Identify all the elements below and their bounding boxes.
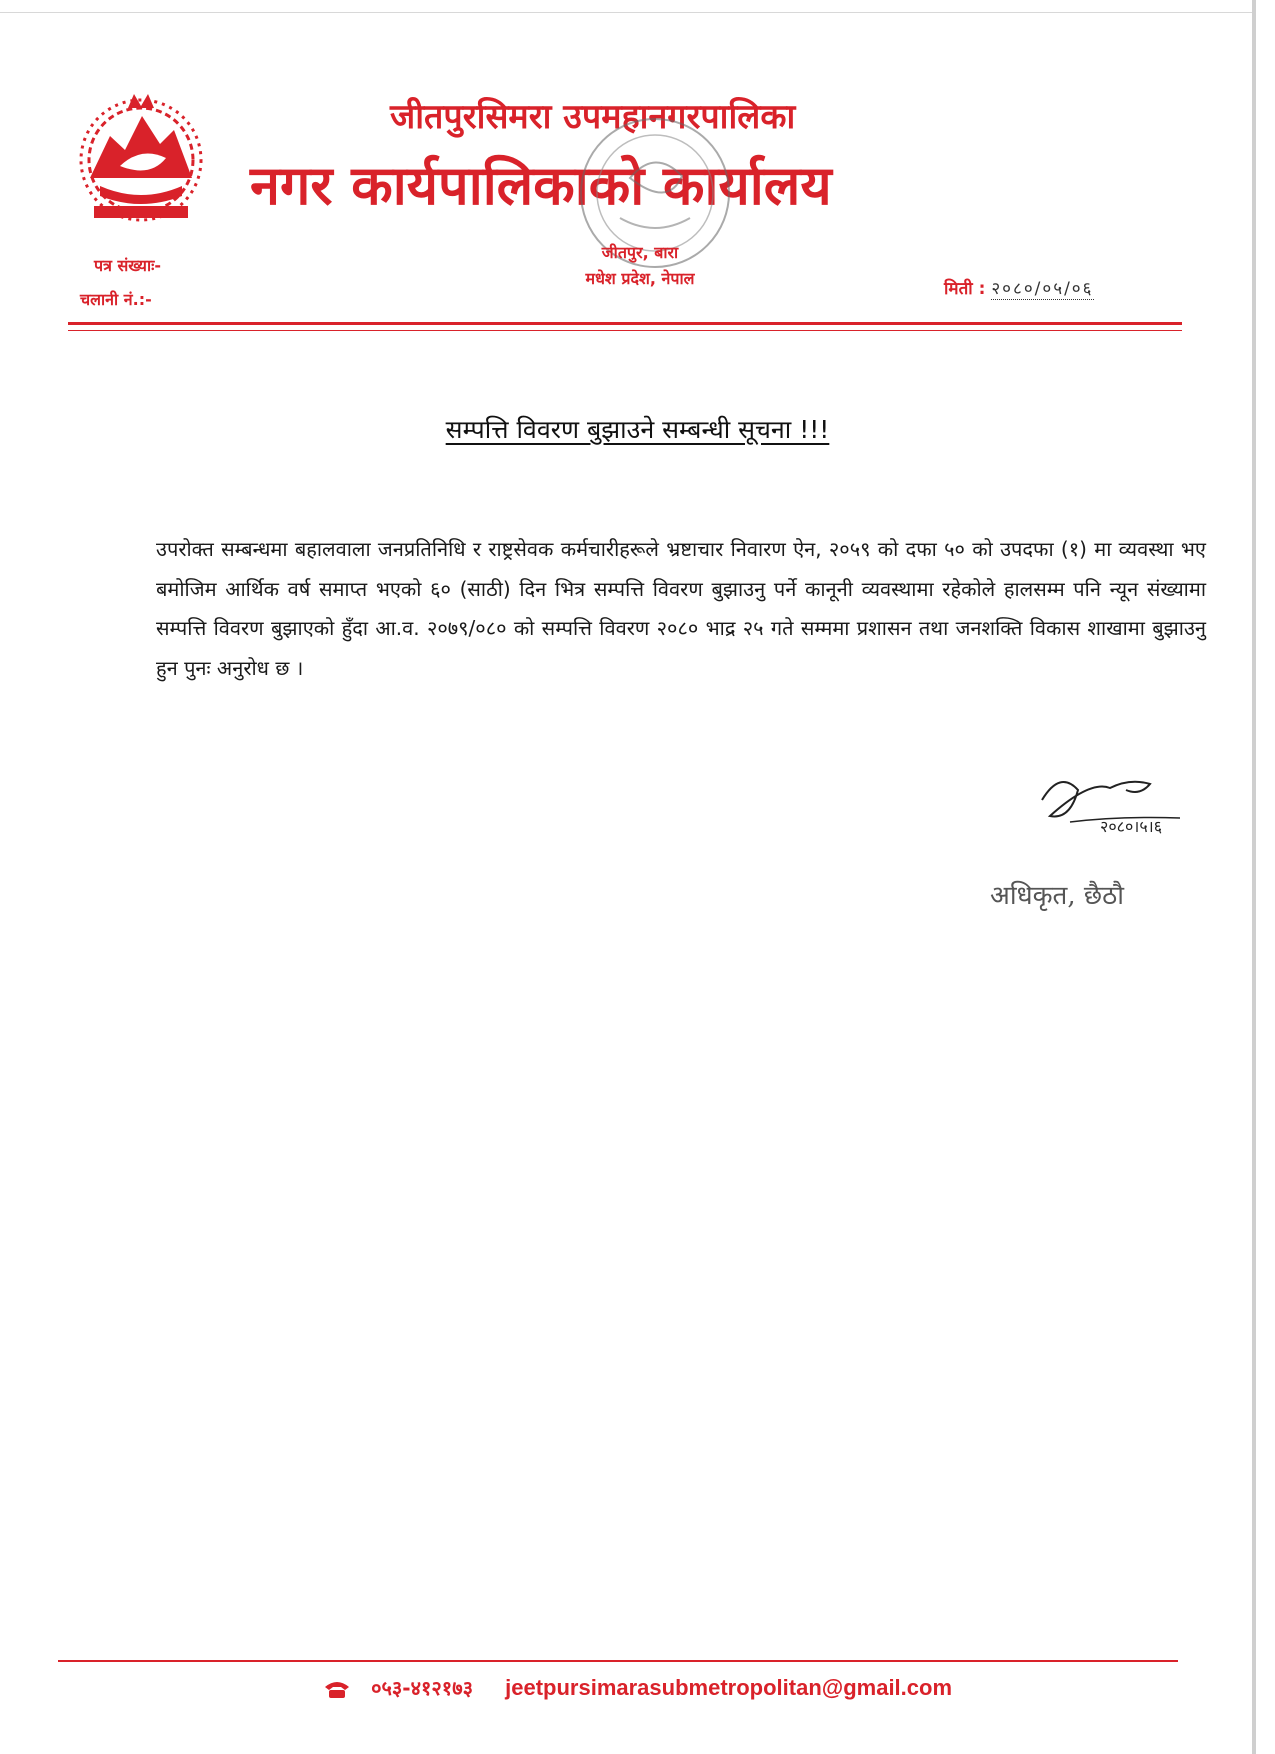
date-label: मिती : xyxy=(944,279,986,299)
footer-email[interactable]: jeetpursimarasubmetropolitan@gmail.com xyxy=(505,1675,953,1700)
notice-title xyxy=(0,412,1275,446)
office-address xyxy=(500,240,780,292)
signature-date: २०८०।५।६ xyxy=(1100,817,1163,836)
nepal-emblem-icon xyxy=(70,86,212,228)
footer xyxy=(0,1674,1275,1701)
dispatch-number-label: चलानी नं.:- xyxy=(80,290,152,309)
address-line-2: मधेश प्रदेश, नेपाल xyxy=(585,269,695,288)
footer-rule xyxy=(58,1660,1178,1662)
signatory-title: अधिकृत, छैठौ xyxy=(990,881,1124,911)
office-name: जीतपुरसिमरा उपमहानगरपालिका xyxy=(390,97,796,137)
office-title: नगर कार्यपालिकाको कार्यालय xyxy=(250,154,832,217)
notice-body: उपरोक्त सम्बन्धमा बहालवाला जनप्रतिनिधि र राष्ट्रसेवक कर्मचारीहरूले भ्रष्टाचार निवारण ऐन, २०५९ को दफा ५० को उपदफा (१) मा व्यवस्था भए बमोजिम आर्थिक वर्ष समाप्त भएको ६० (साठी) दिन भित्र सम्पत्ति विवरण बुझाउनु पर्ने कानूनी व्यवस्थामा रहेकोले हालसम्म पनि न्यून संख्यामा सम्पत्ति विवरण बुझाएको हुँदा आ.व. २०७९/०८० को सम्पत्ति विवरण २०८० भाद्र २५ गते सम्ममा प्रशासन तथा जनशक्ति विकास शाखामा बुझाउनु हुन पुनः अनुरोध छ । xyxy=(156,537,1206,680)
header-rule-bottom xyxy=(68,330,1182,331)
date-value: २०८०/०५/०६ xyxy=(991,279,1094,299)
letter-number-label: पत्र संख्याः- xyxy=(94,256,161,275)
signature xyxy=(1030,760,1250,840)
page-edge xyxy=(1252,0,1256,1754)
date-field xyxy=(944,276,1094,299)
footer-phone: ०५३-४१२१७३ xyxy=(371,1676,473,1700)
page-edge-top xyxy=(0,12,1252,13)
header-rule-top xyxy=(68,322,1182,325)
telephone-icon xyxy=(323,1679,351,1699)
notice-title-text: सम्पत्ति विवरण बुझाउने सम्बन्धी सूचना !!! xyxy=(445,415,830,444)
address-line-1: जीतपुर, बारा xyxy=(601,243,679,262)
